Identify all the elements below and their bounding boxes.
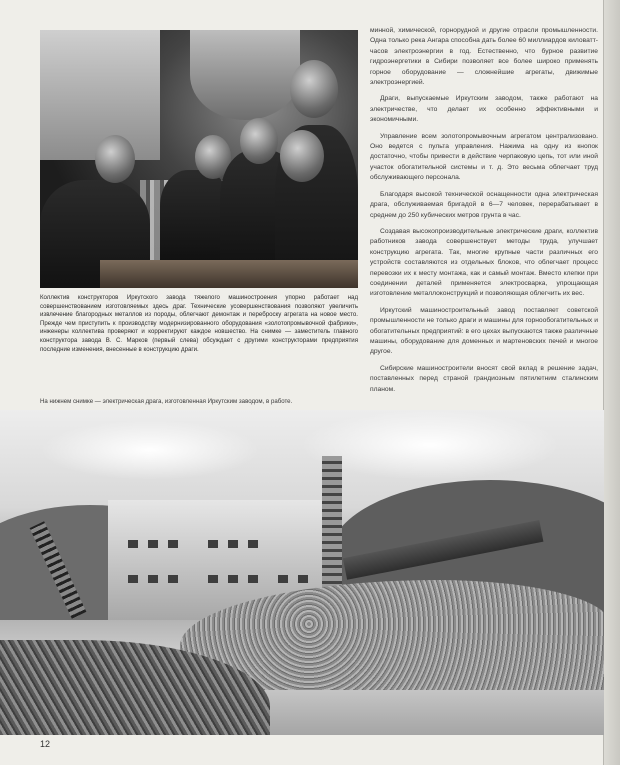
photo-window: [128, 540, 138, 548]
article-paragraph: Благодаря высокой технической оснащенности одна электрическая драга, обслуживаемая бригадой в 6—7 человек, перерабатывает в среднем до 250 кубических метров грунта в час.: [370, 190, 598, 219]
person-figure: [290, 60, 338, 118]
person-figure: [280, 130, 324, 182]
photo-dredge: [0, 410, 604, 735]
article-paragraph: Драги, выпускаемые Иркутским заводом, также работают на электричестве, что делает их особенно эффективными и экономичными.: [370, 95, 598, 124]
photo-window: [168, 540, 178, 548]
photo-window: [278, 575, 288, 583]
article-column: [370, 26, 598, 401]
photo-window: [228, 540, 238, 548]
article-paragraph: минной, химической, горнорудной и другие отрасли промышленности. Одна только река Ангара способна дать более 60 миллиардов киловатт-часов электроэнергии в год. Естественно, что бурное развитие гидроэнергетики в Сибири позволяет все более широко применять горное оборудование — сложнейшие агрегаты, движимые электроэнергией.: [370, 27, 598, 87]
photo-window: [148, 540, 158, 548]
photo-arch: [190, 30, 300, 120]
photo-window: [168, 575, 178, 583]
photo-window: [228, 575, 238, 583]
photo-window: [248, 540, 258, 548]
page-edge: [603, 0, 620, 765]
person-figure: [240, 118, 278, 164]
article-paragraph: Сибирские машиностроители вносят свой вклад в решение задач, поставленных перед страной грандиозным пятилетним сталинским планом.: [370, 364, 598, 393]
caption-bottom: На нижнем снимке — электрическая драга, изготовленная Иркутским заводом, в работе.: [40, 398, 293, 405]
photo-window: [298, 575, 308, 583]
article-paragraph: Иркутский машиностроительный завод поставляет советской промышленности не только драги и машины для горнообогатительных и обогатительных предприятий: в его цехах выпускаются также различные машины, оборудование для доменных и мартеновских печей и многое другое.: [370, 306, 598, 356]
photo-window: [128, 575, 138, 583]
page-number: 12: [40, 739, 51, 749]
photo-window: [248, 575, 258, 583]
article-paragraph: Управление всем золотопромывочным агрегатом централизовано. Оно ведется с пульта управления. Нажима на одну из кнопок достаточно, чтобы привести в действие черпаковую цепь, тот или иной участок обогатительной системы и т. д. Это весьма облегчает труд обслуживающего персонала.: [370, 132, 598, 182]
photo-cloud: [40, 420, 260, 480]
caption-top: Коллектив конструкторов Иркутского завода тяжелого машиностроения упорно работает над совершенствованием изготовляемых здесь драг. Технические усовершенствования позволяют увеличить извлечение благородных металлов из породы, облегчают демонтаж и переброску агрегата на новое место. Прежде чем приступить к производству модернизированного оборудования «золотопромывочной фабрики», инженеры коллектива проверяют и корректируют каждое новшество. На снимке — заместитель главного конструктора завода В. С. Марков (первый слева) обсуждает с другими конструкторами предприятия последние изменения, внесенные в конструкцию драги.: [40, 294, 358, 353]
photo-desk: [100, 260, 358, 288]
article-paragraph: Создавая высокопроизводительные электрические драги, коллектив работников завода совершенствует методы труда, улучшает конструкцию агрегата. Так, многие крупные части различных его устройств составляются из отдельных блоков, что облегчает процесс перевозки их к месту монтажа, как и самый монтаж. Вместо клепки при соединении деталей применяется электросварка, упрощающая изготовление металлоконструкций и позволяющая облегчить их вес.: [370, 227, 598, 298]
person-figure: [95, 135, 135, 183]
photo-window: [208, 540, 218, 548]
photo-engineers: [40, 30, 358, 288]
photo-window: [148, 575, 158, 583]
photo-window: [208, 575, 218, 583]
photo-wall: [40, 30, 160, 160]
